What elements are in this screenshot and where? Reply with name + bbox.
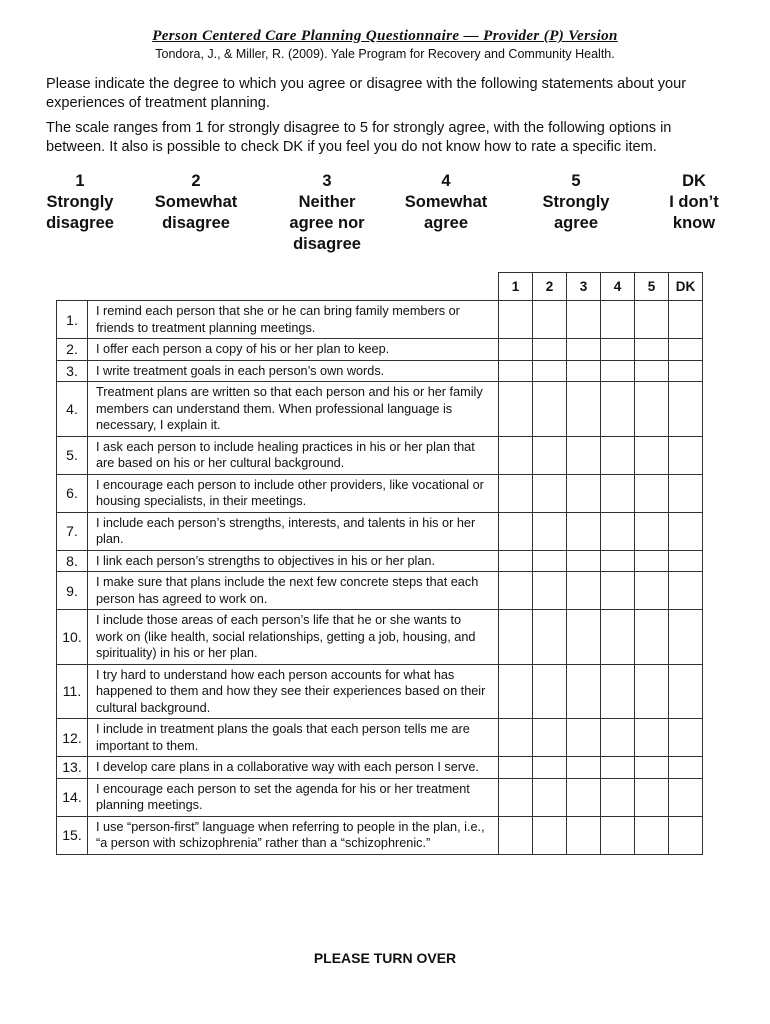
rating-box-4[interactable] [601,719,635,757]
item-number: 15. [57,816,88,854]
rating-box-1[interactable] [499,474,533,512]
instructions-paragraph-1: Please indicate the degree to which you agree or disagree with the following statements about your experiences of treatment planning. [46,76,687,111]
scale-value: 3 [322,172,332,190]
table-row [57,339,703,361]
rating-box-5[interactable] [635,719,669,757]
scale-label-line: Somewhat [154,193,238,211]
scale-option-2 [126,171,266,234]
rating-box-1[interactable] [499,778,533,816]
scale-label-line: agree [423,214,469,232]
item-statement: I use “person-first” language when referring to people in the plan, i.e., “a person with schizophrenia” rather than a “schizophrenic.” [88,816,499,854]
item-statement: I encourage each person to set the agenda for his or her treatment planning meetings. [88,778,499,816]
rating-box-4[interactable] [601,436,635,474]
rating-box-5[interactable] [635,474,669,512]
table-row [57,816,703,854]
turn-over-note: PLEASE TURN OVER [313,950,457,966]
scale-label-line: agree [553,214,599,232]
rating-box-2[interactable] [533,550,567,572]
scale-value: 2 [191,172,201,190]
rating-box-dk[interactable] [669,339,703,361]
item-number: 4. [57,382,88,437]
rating-box-5[interactable] [635,757,669,779]
column-header-3: 3 [567,273,601,301]
rating-box-3[interactable] [567,301,601,339]
rating-box-3[interactable] [567,778,601,816]
rating-box-4[interactable] [601,360,635,382]
item-number: 3. [57,360,88,382]
rating-box-1[interactable] [499,572,533,610]
rating-box-3[interactable] [567,664,601,719]
table-row [57,474,703,512]
scale-label-line: Somewhat [404,193,488,211]
questionnaire-table [56,272,703,855]
rating-box-dk[interactable] [669,550,703,572]
rating-box-dk[interactable] [669,610,703,665]
rating-box-3[interactable] [567,474,601,512]
scale-value: 5 [571,172,581,190]
item-statement: I link each person’s strengths to objectives in his or her plan. [88,550,499,572]
scale-label-line: Neither [298,193,356,211]
rating-box-5[interactable] [635,512,669,550]
rating-box-1[interactable] [499,664,533,719]
item-statement: I include each person’s strengths, interests, and talents in his or her plan. [88,512,499,550]
rating-box-4[interactable] [601,757,635,779]
column-header-1: 1 [499,273,533,301]
rating-box-4[interactable] [601,550,635,572]
rating-box-5[interactable] [635,550,669,572]
rating-box-5[interactable] [635,816,669,854]
item-number: 11. [57,664,88,719]
table-row [57,382,703,437]
table-row [57,572,703,610]
rating-box-2[interactable] [533,572,567,610]
rating-box-4[interactable] [601,816,635,854]
rating-box-1[interactable] [499,550,533,572]
page-title: Person Centered Care Planning Questionnaire — Provider (P) Version [152,28,618,44]
table-row [57,778,703,816]
item-number: 14. [57,778,88,816]
header-spacer [57,273,88,301]
rating-box-5[interactable] [635,360,669,382]
item-number: 1. [57,301,88,339]
rating-box-4[interactable] [601,301,635,339]
rating-box-5[interactable] [635,664,669,719]
rating-box-2[interactable] [533,474,567,512]
rating-box-3[interactable] [567,360,601,382]
rating-box-3[interactable] [567,512,601,550]
column-header-2: 2 [533,273,567,301]
header-spacer [88,273,499,301]
rating-box-2[interactable] [533,610,567,665]
rating-box-2[interactable] [533,382,567,437]
rating-box-5[interactable] [635,301,669,339]
rating-box-1[interactable] [499,610,533,665]
rating-box-3[interactable] [567,719,601,757]
item-statement: I include those areas of each person’s life that he or she wants to work on (like health, social relationships, getting a job, housing, and spirituality) in his or her plan. [88,610,499,665]
item-statement: I encourage each person to include other providers, like vocational or housing specialists, in their meetings. [88,474,499,512]
rating-box-5[interactable] [635,610,669,665]
rating-box-1[interactable] [499,436,533,474]
rating-box-3[interactable] [567,610,601,665]
rating-box-3[interactable] [567,572,601,610]
item-number: 10. [57,610,88,665]
rating-box-3[interactable] [567,382,601,437]
item-statement: I make sure that plans include the next few concrete steps that each person has agreed to work on. [88,572,499,610]
scale-label-line: disagree [293,235,361,253]
rating-box-5[interactable] [635,339,669,361]
scale-label-line: disagree [162,214,230,232]
item-statement: I offer each person a copy of his or her plan to keep. [88,339,499,361]
rating-box-dk[interactable] [669,382,703,437]
rating-box-1[interactable] [499,382,533,437]
rating-box-dk[interactable] [669,474,703,512]
rating-box-2[interactable] [533,360,567,382]
item-number: 6. [57,474,88,512]
table-row [57,512,703,550]
rating-box-1[interactable] [499,816,533,854]
item-statement: I develop care plans in a collaborative way with each person I serve. [88,757,499,779]
rating-box-4[interactable] [601,610,635,665]
table-row [57,550,703,572]
table-header-row [57,273,703,301]
table-row [57,719,703,757]
item-statement: I ask each person to include healing practices in his or her plan that are based on his or her cultural background. [88,436,499,474]
rating-box-4[interactable] [601,339,635,361]
rating-box-2[interactable] [533,757,567,779]
rating-box-5[interactable] [635,436,669,474]
rating-box-dk[interactable] [669,436,703,474]
item-number: 8. [57,550,88,572]
rating-box-1[interactable] [499,757,533,779]
rating-box-4[interactable] [601,382,635,437]
rating-box-dk[interactable] [669,816,703,854]
scale-label-line: Strongly [46,193,114,211]
rating-box-3[interactable] [567,550,601,572]
rating-box-dk[interactable] [669,572,703,610]
scale-option-dk [624,171,764,234]
rating-box-3[interactable] [567,436,601,474]
rating-box-5[interactable] [635,382,669,437]
scale-value: DK [682,172,706,190]
scale-label-line: disagree [46,214,114,232]
item-statement: I try hard to understand how each person accounts for what has happened to them and how they see their experiences based on their cultural background. [88,664,499,719]
scale-label-line: Strongly [542,193,610,211]
rating-box-1[interactable] [499,512,533,550]
rating-box-dk[interactable] [669,664,703,719]
item-statement: Treatment plans are written so that each person and his or her family members can understand them. When professional language is necessary, I explain it. [88,382,499,437]
item-number: 12. [57,719,88,757]
item-number: 2. [57,339,88,361]
rating-box-3[interactable] [567,339,601,361]
rating-box-1[interactable] [499,339,533,361]
instructions-paragraph-2: The scale ranges from 1 for strongly disagree to 5 for strongly agree, with the following options in between. It also is possible to check DK if you feel you do not know how to rate a specific item. [46,120,672,155]
rating-box-5[interactable] [635,778,669,816]
rating-box-2[interactable] [533,436,567,474]
item-number: 13. [57,757,88,779]
table-row [57,610,703,665]
column-header-5: 5 [635,273,669,301]
table-row [57,301,703,339]
rating-box-dk[interactable] [669,757,703,779]
rating-box-2[interactable] [533,778,567,816]
rating-box-1[interactable] [499,360,533,382]
rating-box-2[interactable] [533,816,567,854]
rating-box-5[interactable] [635,572,669,610]
rating-box-1[interactable] [499,301,533,339]
item-statement: I remind each person that she or he can bring family members or friends to treatment planning meetings. [88,301,499,339]
rating-box-dk[interactable] [669,301,703,339]
scale-label-line: agree nor [289,214,365,232]
item-statement: I write treatment goals in each person’s own words. [88,360,499,382]
rating-box-2[interactable] [533,301,567,339]
rating-box-dk[interactable] [669,360,703,382]
scale-value: 1 [75,172,85,190]
rating-box-2[interactable] [533,664,567,719]
scale-label-line: I don’t [669,193,719,211]
citation: Tondora, J., & Miller, R. (2009). Yale Program for Recovery and Community Health. [155,47,615,61]
scale-value: 4 [441,172,451,190]
rating-box-1[interactable] [499,719,533,757]
item-number: 7. [57,512,88,550]
column-header-4: 4 [601,273,635,301]
rating-box-4[interactable] [601,512,635,550]
table-row [57,757,703,779]
item-number: 5. [57,436,88,474]
rating-box-dk[interactable] [669,719,703,757]
rating-box-dk[interactable] [669,778,703,816]
item-statement: I include in treatment plans the goals that each person tells me are important to them. [88,719,499,757]
rating-box-2[interactable] [533,512,567,550]
rating-box-2[interactable] [533,719,567,757]
rating-box-3[interactable] [567,816,601,854]
column-header-dk: DK [669,273,703,301]
table-row [57,436,703,474]
rating-box-4[interactable] [601,664,635,719]
rating-box-2[interactable] [533,339,567,361]
rating-box-dk[interactable] [669,512,703,550]
scale-label-line: know [672,214,716,232]
item-number: 9. [57,572,88,610]
table-row [57,664,703,719]
rating-box-4[interactable] [601,778,635,816]
scale-option-4 [376,171,516,234]
table-row [57,360,703,382]
rating-box-4[interactable] [601,474,635,512]
rating-box-3[interactable] [567,757,601,779]
rating-box-4[interactable] [601,572,635,610]
